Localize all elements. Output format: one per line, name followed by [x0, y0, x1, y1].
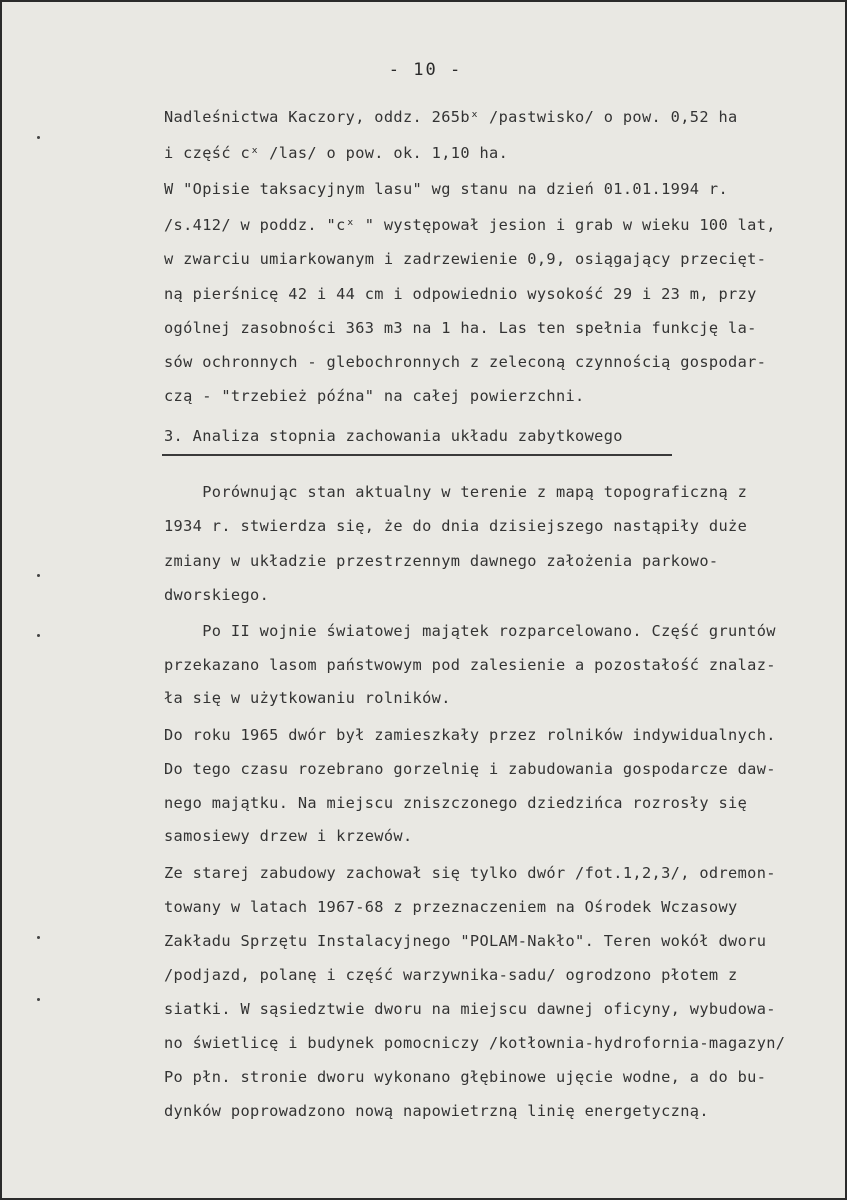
- text-line: siatki. W sąsiedztwie dworu na miejscu dawnej oficyny, wybudowa-: [164, 1000, 776, 1018]
- text-line: ła się w użytkowaniu rolników.: [164, 689, 451, 707]
- text-line: 1934 r. stwierdza się, że do dnia dzisiejszego nastąpiły duże: [164, 517, 748, 535]
- text-line: i część cˣ /las/ o pow. ok. 1,10 ha.: [164, 144, 509, 162]
- text-line: ogólnej zasobności 363 m3 na 1 ha. Las ten spełnia funkcję la-: [164, 319, 757, 337]
- page-number: - 10 -: [388, 60, 463, 80]
- text-line: W "Opisie taksacyjnym lasu" wg stanu na dzień 01.01.1994 r.: [164, 180, 729, 198]
- text-line: Po II wojnie światowej majątek rozparcelowano. Część gruntów: [164, 622, 776, 640]
- text-line: dynków poprowadzono nową napowietrzną linię energetyczną.: [164, 1102, 709, 1120]
- margin-mark: [37, 136, 40, 139]
- text-line: sów ochronnych - glebochronnych z zeleconą czynnością gospodar-: [164, 353, 767, 371]
- text-line: /s.412/ w poddz. "cˣ " występował jesion i grab w wieku 100 lat,: [164, 216, 776, 234]
- text-line: przekazano lasom państwowym pod zalesienie a pozostałość znalaz-: [164, 656, 776, 674]
- section-heading: 3. Analiza stopnia zachowania układu zabytkowego: [164, 427, 623, 445]
- text-line: Porównując stan aktualny w terenie z mapą topograficzną z: [164, 483, 748, 501]
- text-line: zmiany w układzie przestrzennym dawnego założenia parkowo-: [164, 552, 719, 570]
- text-line: /podjazd, polanę i część warzywnika-sadu/ ogrodzono płotem z: [164, 966, 738, 984]
- text-line: Do roku 1965 dwór był zamieszkały przez rolników indywidualnych.: [164, 726, 776, 744]
- text-line: samosiewy drzew i krzewów.: [164, 827, 413, 845]
- heading-underline: [162, 454, 672, 456]
- text-line: towany w latach 1967-68 z przeznaczeniem na Ośrodek Wczasowy: [164, 898, 738, 916]
- text-line: czą - "trzebież późna" na całej powierzchni.: [164, 387, 585, 405]
- text-line: Po płn. stronie dworu wykonano głębinowe ujęcie wodne, a do bu-: [164, 1068, 767, 1086]
- text-line: Ze starej zabudowy zachował się tylko dwór /fot.1,2,3/, odremon-: [164, 864, 776, 882]
- text-line: w zwarciu umiarkowanym i zadrzewienie 0,9, osiągający przecięt-: [164, 250, 767, 268]
- text-line: no świetlicę i budynek pomocniczy /kotłownia-hydrofornia-magazyn/: [164, 1034, 786, 1052]
- margin-mark: [37, 936, 40, 939]
- text-line: nego majątku. Na miejscu zniszczonego dziedzińca rozrosły się: [164, 794, 748, 812]
- margin-mark: [37, 574, 40, 577]
- text-line: Do tego czasu rozebrano gorzelnię i zabudowania gospodarcze daw-: [164, 760, 776, 778]
- margin-mark: [37, 998, 40, 1001]
- text-line: Nadleśnictwa Kaczory, oddz. 265bˣ /pastwisko/ o pow. 0,52 ha: [164, 108, 738, 126]
- text-line: Zakładu Sprzętu Instalacyjnego "POLAM-Nakło". Teren wokół dworu: [164, 932, 767, 950]
- text-line: dworskiego.: [164, 586, 270, 604]
- margin-mark: [37, 634, 40, 637]
- text-line: ną pierśnicę 42 i 44 cm i odpowiednio wysokość 29 i 23 m, przy: [164, 285, 757, 303]
